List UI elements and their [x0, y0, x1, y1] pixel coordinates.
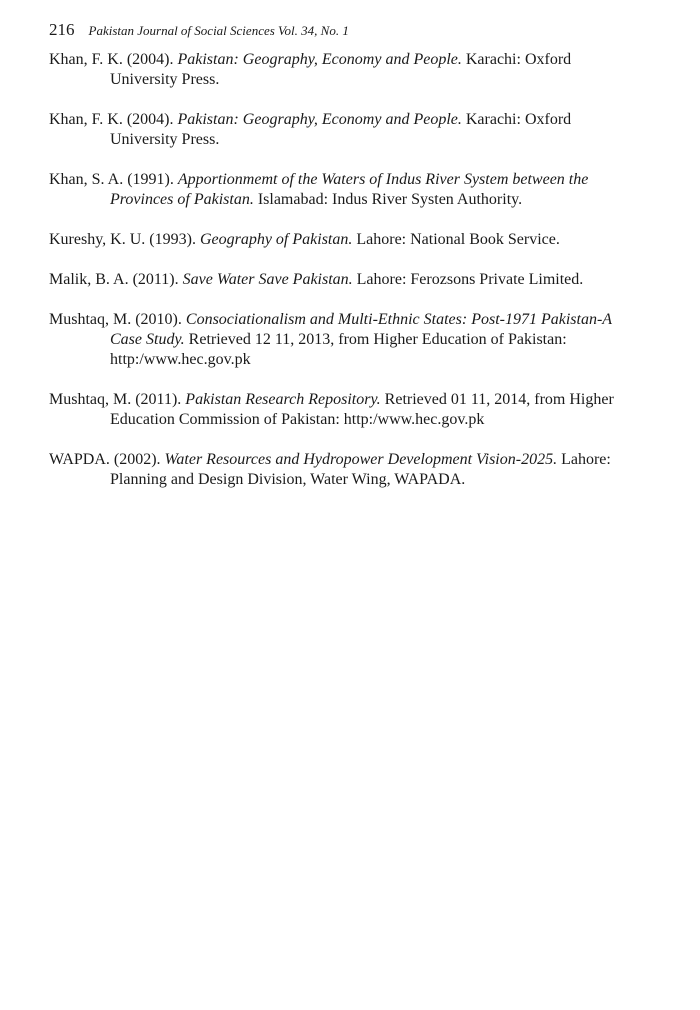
reference-title: Pakistan: Geography, Economy and People. [177, 111, 462, 128]
reference-author-year: WAPDA. (2002). [49, 451, 165, 468]
reference-publisher: Lahore: [557, 451, 611, 468]
reference-author-year: Khan, S. A. (1991). [49, 171, 178, 188]
reference-continuation: University Press. [110, 131, 220, 148]
reference-title: Pakistan: Geography, Economy and People. [177, 51, 462, 68]
reference-publisher: Lahore: Ferozsons Private Limited. [352, 271, 584, 288]
reference-author-year: Khan, F. K. (2004). [49, 111, 178, 128]
reference-title: Water Resources and Hydropower Development Vision-2025. [164, 451, 558, 468]
reference-title: Apportionmemt of the Waters of Indus River System between the [177, 171, 589, 188]
reference-entry [49, 50, 661, 90]
running-head [49, 20, 349, 40]
reference-title: Geography of Pakistan. [199, 231, 353, 248]
reference-entry [49, 230, 661, 250]
reference-title: Consociationalism and Multi-Ethnic States: Post-1971 Pakistan-A [185, 311, 613, 328]
reference-entry [49, 270, 661, 290]
reference-publisher: Karachi: Oxford [461, 111, 572, 128]
reference-author-year: Kureshy, K. U. (1993). [49, 231, 200, 248]
reference-author-year: Mushtaq, M. (2011). [49, 391, 186, 408]
reference-author-year: Khan, F. K. (2004). [49, 51, 178, 68]
reference-list [49, 50, 661, 510]
reference-entry [49, 170, 661, 210]
reference-author-year: Malik, B. A. (2011). [49, 271, 183, 288]
reference-entry [49, 390, 661, 430]
reference-title-continuation: Case Study. [110, 331, 185, 348]
reference-entry [49, 450, 661, 490]
journal-title: Pakistan Journal of Social Sciences Vol. 34, No. 1 [88, 23, 349, 38]
reference-publisher: Karachi: Oxford [461, 51, 572, 68]
reference-retrieval: Retrieved 12 11, 2013, from Higher Education of Pakistan: [184, 331, 567, 348]
reference-entry [49, 110, 661, 150]
reference-entry [49, 310, 661, 370]
reference-continuation: Education Commission of Pakistan: http:/www.hec.gov.pk [110, 411, 485, 428]
reference-publisher: Lahore: National Book Service. [352, 231, 560, 248]
reference-title-continuation: Provinces of Pakistan. [110, 191, 254, 208]
reference-title: Save Water Save Pakistan. [182, 271, 353, 288]
reference-retrieval: Retrieved 01 11, 2014, from Higher [380, 391, 614, 408]
reference-continuation: Planning and Design Division, Water Wing, WAPADA. [110, 471, 466, 488]
page-number: 216 [49, 20, 75, 39]
reference-url: http:/www.hec.gov.pk [110, 351, 251, 368]
reference-title: Pakistan Research Repository. [185, 391, 381, 408]
reference-author-year: Mushtaq, M. (2010). [49, 311, 186, 328]
reference-publisher: Islamabad: Indus River Systen Authority. [253, 191, 523, 208]
reference-continuation: University Press. [110, 71, 220, 88]
